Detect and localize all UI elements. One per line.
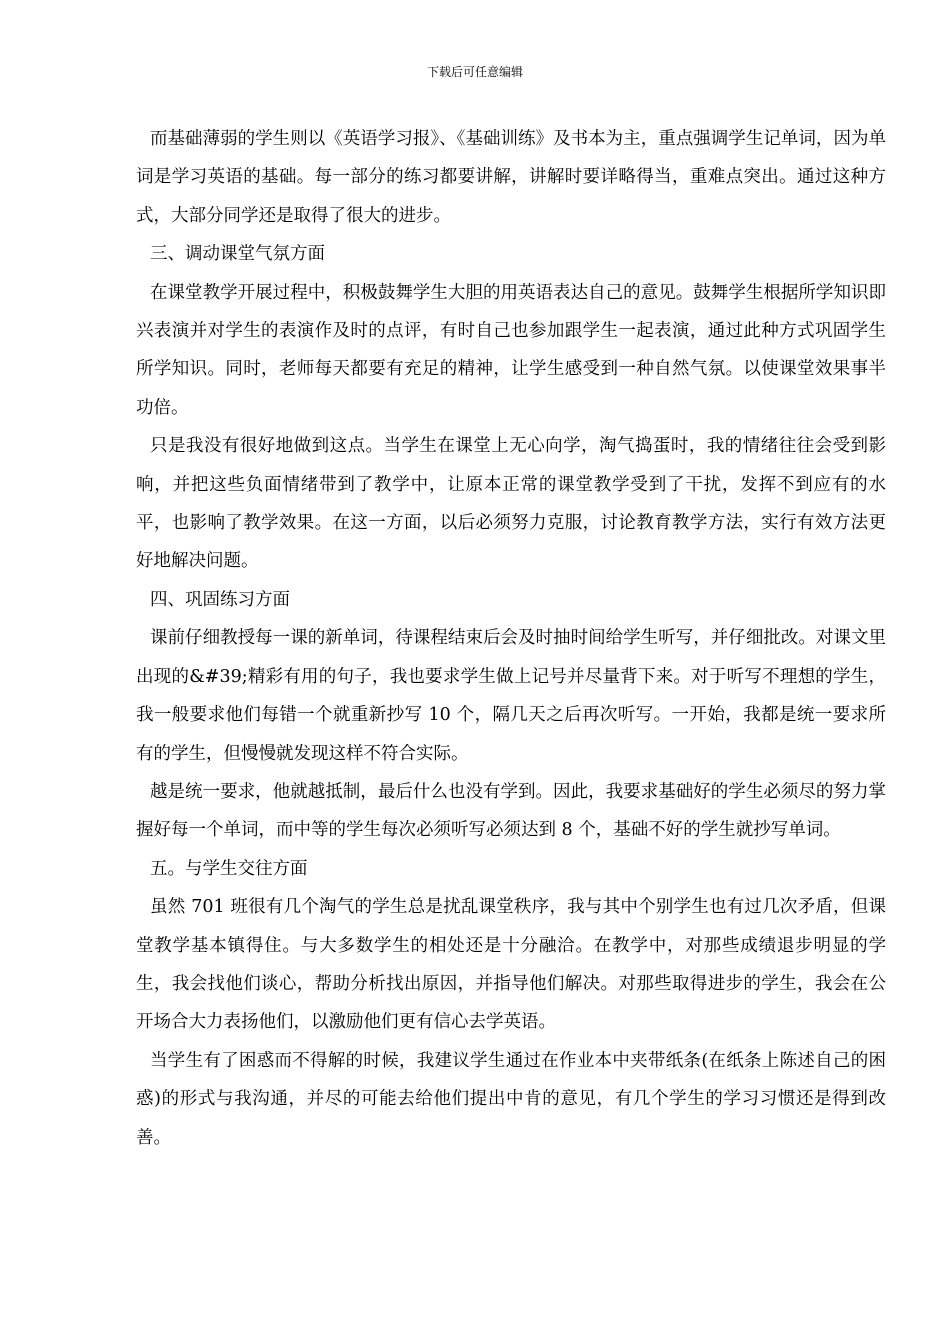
- paragraph-emotions: 只是我没有很好地做到这点。当学生在课堂上无心向学，淘气捣蛋时，我的情绪往往会受到影响，并把这些负面情绪带到了教学中，让原本正常的课堂教学受到了干扰，发挥不到应有的水平，也影响了教学效果。在这一方面，以后必须努力克服，讨论教育教学方法，实行有效方法更好地解决问题。: [136, 436, 886, 572]
- paragraph-communication-notes: 当学生有了困惑而不得解的时候，我建议学生通过在作业本中夹带纸条(在纸条上陈述自己的困惑)的形式与我沟通，并尽的可能去给他们提出中肯的意见，有几个学生的学习习惯还是得到改善。: [136, 1050, 886, 1148]
- paragraph-basic-students: 而基础薄弱的学生则以《英语学习报》、《基础训练》及书本为主，重点强调学生记单词，因为单词是学习英语的基础。每一部分的练习都要讲解，讲解时要详略得当，重难点突出。通过这种方式，大部分同学还是取得了很大的进步。: [136, 129, 886, 226]
- paragraph-unified-requirements: 越是统一要求，他就越抵制，最后什么也没有学到。因此，我要求基础好的学生必须尽的努力掌握好每一个单词，而中等的学生每次必须听写必须达到 8 个，基础不好的学生就抄写单词。: [136, 781, 886, 841]
- document-body: [136, 120, 886, 1157]
- paragraph-classroom-teaching: 在课堂教学开展过程中，积极鼓舞学生大胆的用英语表达自己的意见。鼓舞学生根据所学知识即兴表演并对学生的表演作及时的点评，有时自己也参加跟学生一起表演，通过此种方式巩固学生所学知识。同时，老师每天都要有充足的精神，让学生感受到一种自然气氛。以使课堂效果事半功倍。: [136, 282, 886, 418]
- paragraph-class-701: 虽然 701 班很有几个淘气的学生总是扰乱课堂秩序，我与其中个别学生也有过几次矛盾，但课堂教学基本镇得住。与大多数学生的相处还是十分融洽。在教学中，对那些成绩退步明显的学生，我会找他们谈心，帮助分析找出原因，并指导他们解决。对那些取得进步的学生，我会在公开场合大力表扬他们，以激励他们更有信心去学英语。: [136, 897, 886, 1033]
- section-heading-consolidation-practice: 四、巩固练习方面: [150, 589, 290, 610]
- section-heading-classroom-atmosphere: 三、调动课堂气氛方面: [150, 244, 325, 265]
- page-header: 下载后可任意编辑: [426, 65, 523, 79]
- paragraph-dictation: 课前仔细教授每一课的新单词，待课程结束后会及时抽时间给学生听写，并仔细批改。对课文里出现的&#39;精彩有用的句子，我也要求学生做上记号并尽量背下来。对于听写不理想的学生，我一般要求他们每错一个就重新抄写 10 个，隔几天之后再次听写。一开始，我都是统一要求所有的学生，但慢慢就发现这样不符合实际。: [136, 628, 886, 764]
- section-heading-student-interaction: 五。与学生交往方面: [150, 858, 308, 879]
